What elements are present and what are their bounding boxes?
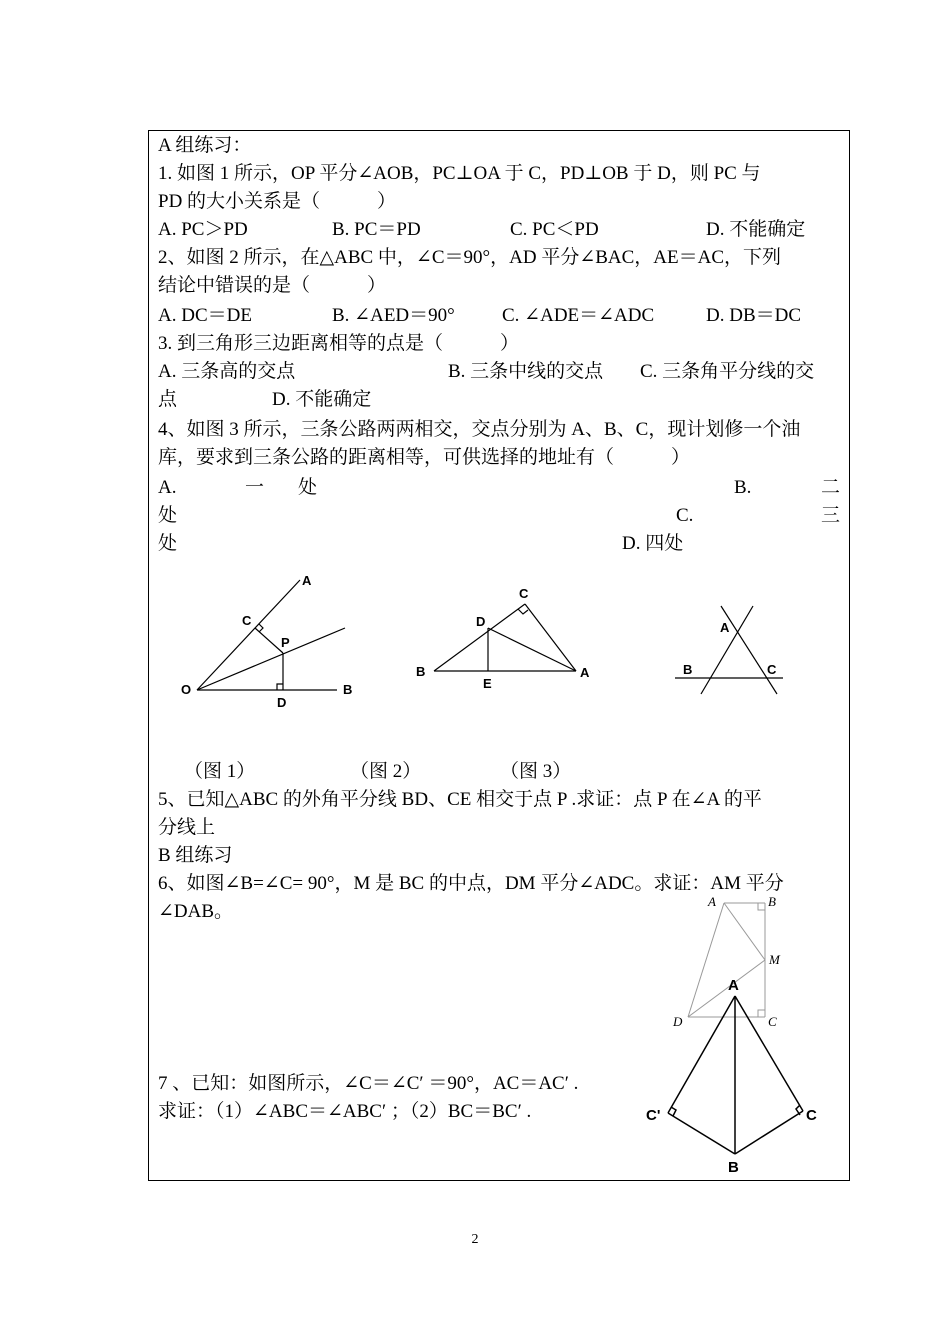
fig2-label-c: C (519, 586, 529, 601)
q6-line2: ∠DAB。 (158, 901, 234, 922)
figure-2 (408, 580, 608, 695)
q3-option-c-cont: 点 (158, 389, 178, 410)
q2-option-c: C. ∠ADE＝∠ADC (502, 305, 655, 326)
q7-label-c: C (806, 1107, 817, 1124)
fig1-label-p: P (281, 635, 290, 650)
q2-line1: 2、如图 2 所示，在△ABC 中，∠C＝90°，AD 平分∠BAC，AE＝AC，下列 (158, 247, 782, 268)
page-number: 2 (471, 1232, 479, 1247)
fig3-label-b: B (683, 662, 693, 677)
figure-q7 (640, 970, 830, 1180)
q3-option-a: A. 三条高的交点 (158, 361, 296, 382)
q1-option-d: D. 不能确定 (706, 219, 806, 240)
q3-option-b: B. 三条中线的交点 (448, 361, 604, 382)
q3-option-d: D. 不能确定 (272, 389, 372, 410)
q1-option-a: A. PC＞PD (158, 219, 248, 240)
q7-label-b: B (728, 1159, 739, 1176)
q6-line1: 6、如图∠B=∠C= 90°，M 是 BC 的中点，DM 平分∠ADC。求证：AM 平分 (158, 873, 784, 894)
q6-label-c: C (768, 1014, 777, 1029)
q4-option-b-word2: 处 (158, 505, 178, 526)
fig1-label-o: O (181, 682, 192, 697)
q2-option-d: D. DB＝DC (706, 305, 802, 326)
q3-option-c: C. 三条角平分线的交 (640, 361, 815, 382)
q6-label-a: A (708, 894, 716, 909)
q4-option-b-prefix: B. (734, 477, 752, 498)
figure-3 (665, 598, 795, 703)
q4-option-c-word1: 三 (821, 505, 841, 526)
q7-label-a: A (728, 977, 739, 994)
q7-label-c-prime: C' (646, 1107, 661, 1124)
fig3-caption: （图 3） (500, 761, 572, 782)
q3-line1: 3. 到三角形三边距离相等的点是（ ） (158, 333, 520, 354)
q2-option-b: B. ∠AED＝90° (332, 305, 455, 326)
q7-line1: 7 、已知：如图所示，∠C＝∠C′ ＝90°，AC＝AC′ . (158, 1073, 579, 1094)
group-b-title: B 组练习 (158, 845, 233, 866)
q1-option-b: B. PC＝PD (332, 219, 421, 240)
fig2-label-e: E (483, 676, 492, 691)
q4-option-a-prefix: A. (158, 477, 177, 498)
fig3-label-c: C (767, 662, 777, 677)
q1-line2: PD 的大小关系是（ ） (158, 191, 397, 212)
q4-option-b-word1: 二 (821, 477, 841, 498)
fig1-label-d: D (277, 695, 287, 710)
fig2-label-a: A (580, 665, 590, 680)
q4-option-c-word2: 处 (158, 533, 178, 554)
fig2-label-d: D (476, 614, 486, 629)
q6-label-d: D (673, 1014, 683, 1029)
q7-line2: 求证：（1）∠ABC＝∠ABC′ ；（2）BC＝BC′ . (158, 1101, 532, 1122)
fig1-label-c: C (242, 613, 252, 628)
q2-line2: 结论中错误的是（ ） (158, 275, 387, 296)
q5-line2: 分线上 (158, 817, 216, 838)
q4-option-a-word1: 一 (245, 477, 265, 498)
fig1-label-b: B (343, 682, 353, 697)
q4-option-a-word2: 处 (298, 477, 318, 498)
q6-label-m: M (769, 952, 780, 967)
q2-option-a: A. DC＝DE (158, 305, 252, 326)
q1-line1: 1. 如图 1 所示，OP 平分∠AOB，PC⊥OA 于 C，PD⊥OB 于 D，则 PC 与 (158, 163, 761, 184)
figure-1 (175, 565, 365, 715)
q4-option-c-prefix: C. (676, 505, 694, 526)
q6-label-b: B (768, 894, 776, 909)
fig2-caption: （图 2） (350, 761, 422, 782)
q5-line1: 5、已知△ABC 的外角平分线 BD、CE 相交于点 P .求证：点 P 在∠A 的平 (158, 789, 762, 810)
fig2-label-b: B (416, 664, 426, 679)
q4-option-d: D. 四处 (622, 533, 684, 554)
q4-line1: 4、如图 3 所示，三条公路两两相交，交点分别为 A、B、C，现计划修一个油 (158, 419, 801, 440)
group-a-title: A 组练习： (158, 135, 252, 156)
q1-option-c: C. PC＜PD (510, 219, 599, 240)
fig3-label-a: A (720, 620, 730, 635)
fig1-label-a: A (302, 573, 312, 588)
q4-line2: 库，要求到三条公路的距离相等，可供选择的地址有（ ） (158, 447, 691, 468)
fig1-caption: （图 1） (184, 761, 256, 782)
